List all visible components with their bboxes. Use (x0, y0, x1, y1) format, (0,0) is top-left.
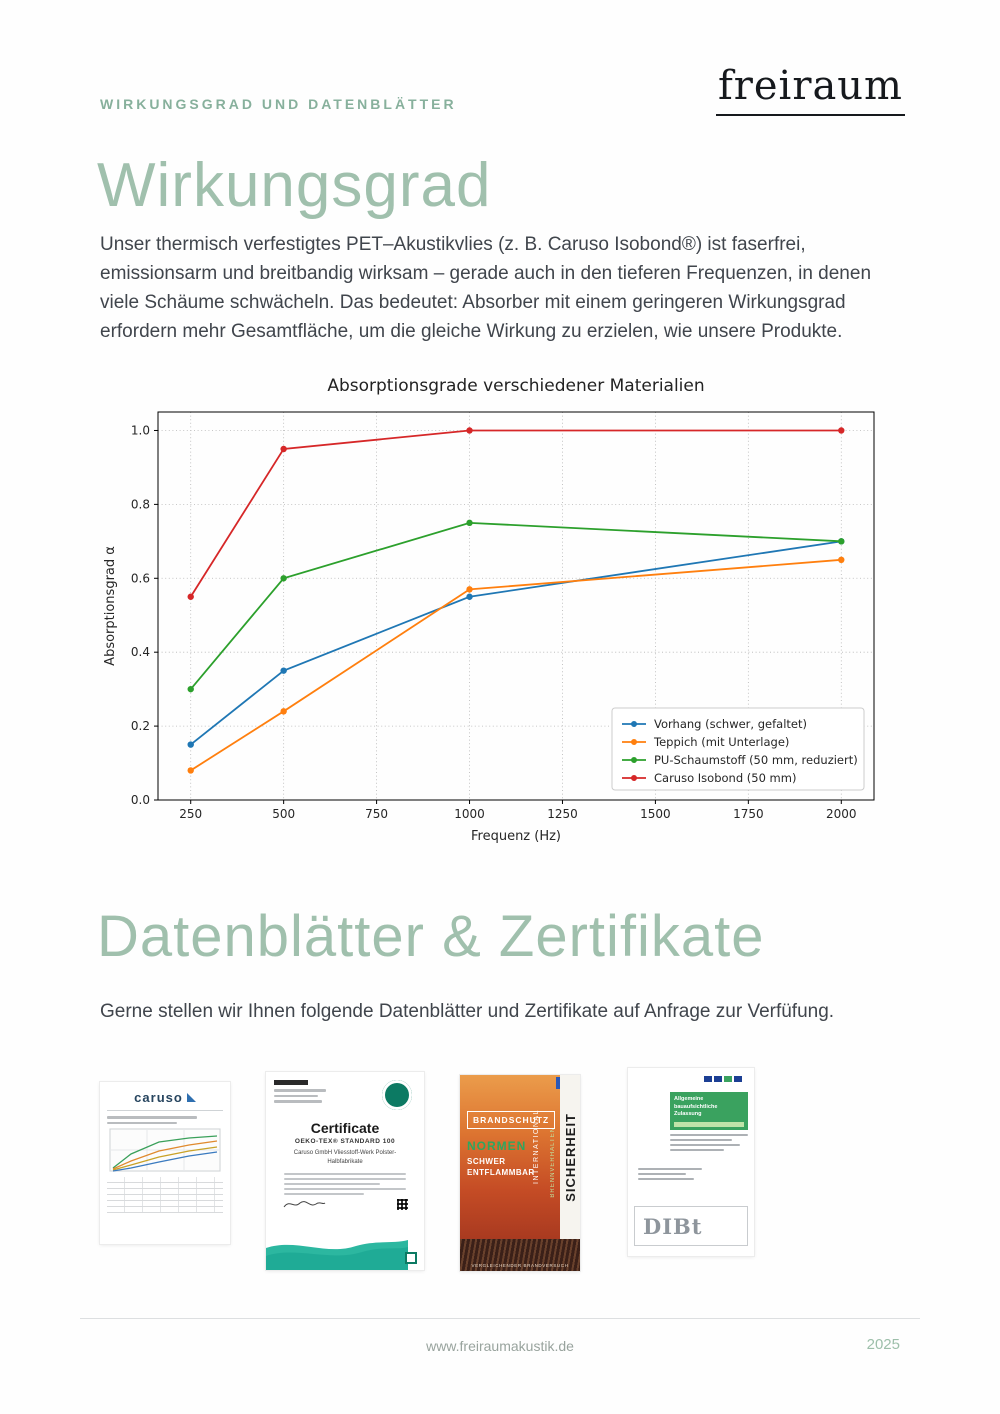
footer-divider (80, 1318, 920, 1319)
entflammbar-label: ENTFLAMMBAR (467, 1168, 535, 1177)
text-line-placeholder (274, 1089, 326, 1092)
certificate-company-line2: Halbfabrikate (327, 1159, 363, 1165)
text-line-placeholder (107, 1122, 177, 1125)
normen-label: NORMEN (467, 1139, 527, 1153)
svg-text:0.0: 0.0 (130, 793, 150, 807)
brochure-photo-band (460, 1239, 580, 1271)
thumbnail-dibt-zulassung (628, 1068, 754, 1256)
svg-text:0.4: 0.4 (130, 645, 150, 660)
vertical-label-international: INTERNATIONAL (533, 1109, 540, 1184)
datenblaetter-paragraph: Gerne stellen wir Ihnen folgende Datenblätter und Zertifikate auf Anfrage zur Verfüfung. (100, 1001, 835, 1022)
thumbnail-oekotex-certificate (266, 1072, 424, 1270)
wave-graphic (266, 1234, 408, 1270)
certificate-company (274, 1149, 416, 1167)
brandschutz-title-box: BRANDSCHUTZ (467, 1111, 555, 1129)
signature-row (274, 1198, 416, 1210)
oekotex-stamp-icon (382, 1080, 412, 1110)
divider (107, 1110, 223, 1111)
caruso-logo (107, 1090, 223, 1105)
text-line-placeholder (670, 1134, 748, 1136)
svg-text:1000: 1000 (454, 807, 485, 821)
section-title-wirkungsgrad: Wirkungsgrad (97, 151, 492, 220)
footer-url-link[interactable]: www.freiraumakustik.de (426, 1338, 574, 1354)
svg-text:1.0: 1.0 (130, 423, 150, 438)
svg-text:Caruso Isobond (50 mm): Caruso Isobond (50 mm) (654, 771, 797, 785)
certificate-teal-band (266, 1234, 424, 1270)
dibt-footer-box (634, 1206, 748, 1246)
placeholder-text-lines (638, 1168, 702, 1183)
text-line-placeholder (284, 1178, 406, 1180)
freiraum-logo: freiraum (716, 64, 905, 116)
page-eyebrow: WIRKUNGSGRAD UND DATENBLÄTTER (100, 96, 457, 112)
text-line-placeholder (638, 1173, 686, 1175)
cover-white-strip (560, 1075, 580, 1239)
certificate-header (274, 1080, 416, 1116)
table-row (107, 1207, 223, 1213)
svg-text:Frequenz (Hz): Frequenz (Hz) (470, 829, 562, 844)
dibt-wordmark: DIBt (643, 1213, 703, 1239)
text-line-placeholder (638, 1168, 702, 1170)
text-line-placeholder (274, 1095, 318, 1098)
logo-block (704, 1076, 712, 1082)
svg-text:2000: 2000 (826, 807, 857, 821)
dibt-logo-blocks (704, 1076, 742, 1082)
text-line-placeholder (274, 1100, 322, 1103)
brochure-cover (460, 1075, 580, 1239)
mini-chart (109, 1128, 221, 1172)
svg-text:0.2: 0.2 (130, 719, 150, 734)
svg-text:1750: 1750 (733, 807, 764, 821)
text-line-placeholder (284, 1183, 380, 1185)
signature-icon (282, 1198, 326, 1210)
certificate-title: Certificate (310, 1120, 380, 1136)
svg-text:Teppich (mit Unterlage): Teppich (mit Unterlage) (654, 735, 790, 749)
logo-block (724, 1076, 732, 1082)
mini-table (107, 1177, 223, 1213)
svg-text:250: 250 (179, 807, 203, 821)
svg-text:0.8: 0.8 (130, 497, 150, 512)
text-line-placeholder (284, 1193, 364, 1195)
caruso-wordmark: caruso (134, 1090, 183, 1105)
text-line-placeholder (107, 1116, 197, 1119)
photo-caption: VERGLEICHENDER BRANDVERSUCH (471, 1263, 569, 1268)
text-line-placeholder (284, 1188, 406, 1190)
svg-text:0.6: 0.6 (130, 571, 150, 586)
svg-text:1250: 1250 (547, 807, 578, 821)
svg-text:Absorptionsgrad α: Absorptionsgrad α (103, 546, 118, 666)
schwer-label: SCHWER (467, 1157, 506, 1166)
qr-code-icon (405, 1252, 417, 1264)
absorption-chart-block (100, 376, 900, 855)
text-line-placeholder (638, 1178, 694, 1180)
text-line-placeholder (670, 1144, 740, 1146)
zulassung-green-block (670, 1092, 748, 1130)
text-line-placeholder (670, 1149, 724, 1151)
svg-text:1500: 1500 (640, 807, 671, 821)
oekotex-logo-block (274, 1080, 308, 1085)
chart-title: Absorptionsgrade verschiedener Materialien (327, 376, 705, 396)
certificate-standard: OEKO-TEX® STANDARD 100 (294, 1138, 396, 1145)
certificate-company-line1: Caruso GmbH Vliesstoff-Werk Polster- (293, 1150, 397, 1156)
caruso-sail-icon (187, 1093, 196, 1102)
section-title-datenblaetter: Datenblätter & Zertifikate (97, 904, 765, 969)
absorption-line-chart (100, 402, 900, 850)
placeholder-text-lines (284, 1173, 406, 1195)
zulassung-subbar (674, 1122, 744, 1127)
thumbnail-brandschutz-brochure (460, 1075, 580, 1271)
svg-text:PU-Schaumstoff (50 mm, reduzie: PU-Schaumstoff (50 mm, reduziert) (654, 753, 858, 767)
vertical-label-sicherheit: SICHERHEIT (562, 1112, 578, 1202)
wirkungsgrad-paragraph: Unser thermisch verfestigtes PET–Akustikvlies (z. B. Caruso Isobond®) ist faserfrei, emissionsarm und breitbandig wirksam – gerade auch in den tieferen Frequenzen, in denen viele Schäume schwächeln. Das bedeutet: Absorber mit einem geringeren Wirkungsgrad erfordern mehr Gesamtfläche, um die gleiche Wirkung zu erzielen, wie unsere Produkte. (100, 234, 872, 342)
svg-text:500: 500 (272, 807, 296, 821)
zulassung-title: Allgemeine bauaufsichtliche Zulassung (674, 1096, 718, 1118)
vertical-label-brennverhalten: BRENNVERHALTEN (550, 1127, 556, 1198)
logo-block (714, 1076, 722, 1082)
footer-year: 2025 (866, 1336, 900, 1353)
qr-code-icon (397, 1199, 408, 1210)
logo-block (734, 1076, 742, 1082)
thumbnail-caruso-datasheet (100, 1082, 230, 1244)
svg-text:750: 750 (365, 807, 389, 821)
text-line-placeholder (670, 1139, 732, 1141)
placeholder-text-lines (670, 1134, 748, 1154)
svg-text:Vorhang (schwer, gefaltet): Vorhang (schwer, gefaltet) (654, 717, 807, 731)
text-line-placeholder (284, 1173, 406, 1175)
